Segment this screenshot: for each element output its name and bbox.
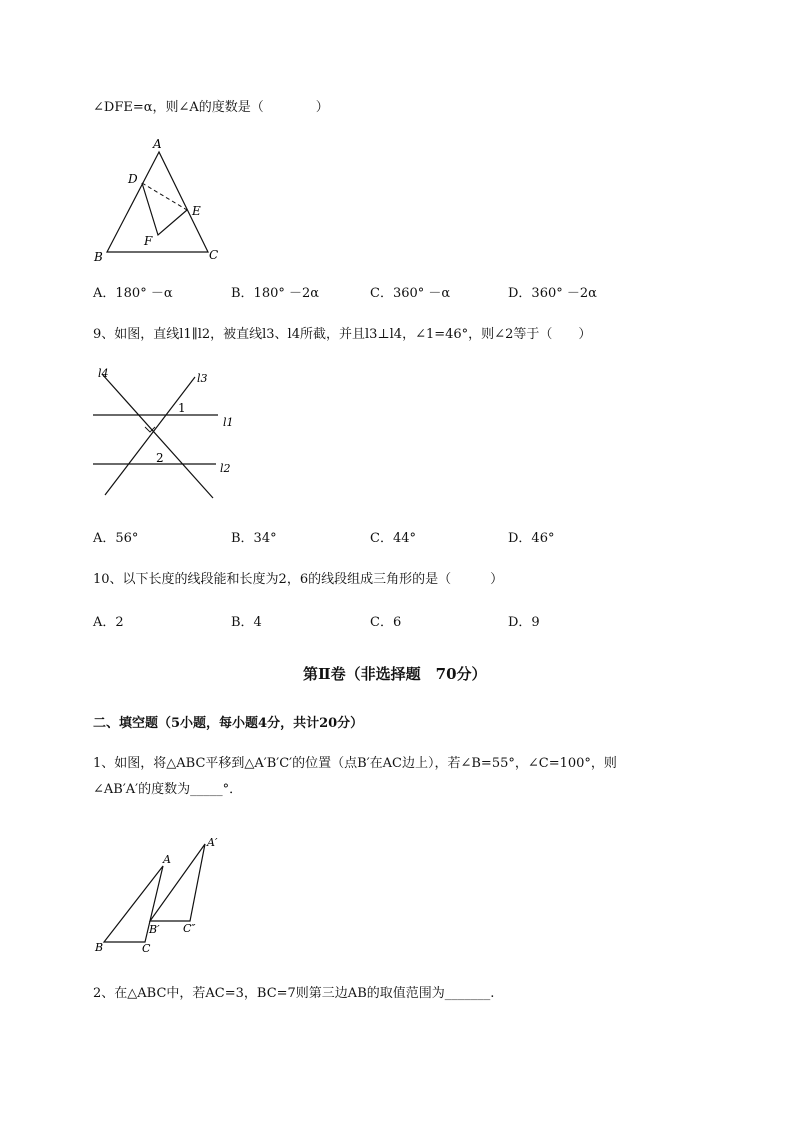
fill1-label-B: B (95, 941, 104, 954)
q9-label-l4: l4 (98, 367, 109, 380)
q10-option-c: C．6 (370, 615, 402, 630)
fill2-stem: 2、在△ABC中，若AC=3，BC=7则第三边AB的取值范围为_______. (93, 986, 495, 1001)
fill1-label-C-prime: C″ (183, 922, 196, 935)
q9-parallel-lines-figure (88, 365, 248, 505)
q9-label-l3: l3 (197, 372, 208, 385)
q9-option-a: A．56° (93, 531, 139, 546)
q9-label-l1: l1 (223, 416, 234, 429)
q8-stem-tail: ∠DFE=α，则∠A的度数是（ ） (93, 100, 329, 115)
q9-label-l2: l2 (220, 462, 231, 475)
q8-label-E: E (192, 204, 201, 218)
q8-option-c: C．360° －α (370, 286, 451, 301)
part2-title: 第Ⅱ卷（非选择题 70分） (303, 665, 487, 683)
fill1-label-A: A (163, 853, 171, 866)
q8-label-C: C (209, 248, 219, 262)
fill1-label-C: C (142, 942, 151, 955)
q8-triangle-figure (90, 135, 230, 265)
section2-heading: 二、填空题（5小题，每小题4分，共计20分） (93, 716, 364, 731)
q8-label-B: B (94, 250, 103, 264)
q10-option-d: D．9 (508, 615, 540, 630)
q8-label-F: F (144, 234, 153, 248)
q8-option-b: B．180° －2α (231, 286, 320, 301)
fill1-stem-line1: 1、如图，将△ABC平移到△A′B′C′的位置（点B′在AC边上），若∠B=55°，∠C=100°，则 (93, 756, 617, 771)
q8-label-D: D (128, 172, 138, 186)
q10-option-b: B．4 (231, 615, 262, 630)
q9-option-c: C．44° (370, 531, 416, 546)
fill1-stem-line2: ∠AB′A′的度数为_____°． (93, 782, 243, 797)
q9-stem: 9、如图，直线l1∥l2，被直线l3、l4所截，并且l3⊥l4，∠1=46°，则∠2等于（ ） (93, 327, 592, 342)
q10-option-a: A．2 (93, 615, 124, 630)
q9-label-angle1: 1 (178, 401, 186, 415)
q9-label-angle2: 2 (156, 451, 164, 465)
q9-option-b: B．34° (231, 531, 277, 546)
q9-option-d: D．46° (508, 531, 555, 546)
q8-label-A: A (153, 137, 162, 151)
q8-option-d: D．360° －2α (508, 286, 597, 301)
fill1-label-B-prime: B′ (149, 923, 160, 936)
fill1-label-A-prime: A′ (207, 836, 218, 849)
q10-stem: 10、以下长度的线段能和长度为2，6的线段组成三角形的是（ ） (93, 572, 504, 587)
fill1-translation-figure (90, 835, 230, 960)
q8-option-a: A．180° －α (93, 286, 173, 301)
